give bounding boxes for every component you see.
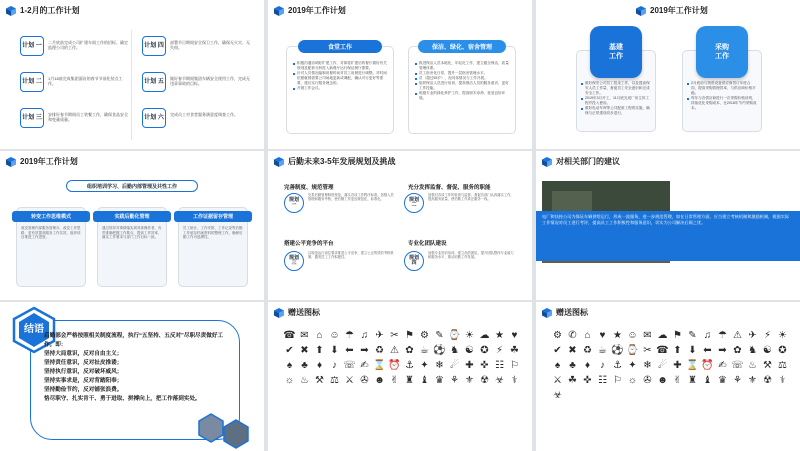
gift-icon: ✎ — [435, 330, 444, 341]
gift-icon: ⌛ — [373, 360, 386, 371]
gift-icon: ⬅ — [703, 345, 712, 356]
gift-icon: ✇ — [643, 375, 652, 386]
gift-icon: ♜ — [688, 375, 697, 386]
gift-icon: ☻ — [374, 375, 385, 386]
gift-icon: ♠ — [286, 360, 293, 371]
plan-heading-3: 搭建公平竞争的平台 — [284, 241, 334, 247]
gift-icon: ✚ — [465, 360, 474, 371]
gift-icon: ⚕ — [779, 375, 786, 386]
slide-title: 2019年工作计划 — [20, 157, 78, 166]
gift-icon: ⚓ — [613, 360, 622, 371]
plan-text-4: 部署节日期间安全保卫工作，确保无火灾、无失窃。 — [170, 40, 250, 50]
gift-icon: ☘ — [568, 375, 577, 386]
bullet: 针对人员情况编制用餐时间对员工用餐进行调整。对时间依照就餐需要公司场地更新或调配，确认可行更好等需要，建议实行服务理念的。 — [293, 71, 387, 86]
gift-icon: ♦ — [316, 360, 323, 371]
plan-text-2: 加强对各项工作的检查与监督，督促各部门认真落实工作，提高服务质量，使后勤工作真正服务一线。 — [428, 193, 514, 202]
slide-header — [274, 156, 396, 167]
gift-icon: ✜ — [480, 360, 489, 371]
cube-icon — [636, 6, 646, 16]
gift-icon: ♜ — [405, 375, 414, 386]
plan-heading-2: 充分发挥监督、督促、服务的职能 — [408, 185, 491, 191]
slide-header — [6, 5, 80, 16]
training-banner: 组织培训学习、后勤内部管理及共性工作 — [66, 180, 198, 192]
gift-icon: ➡ — [718, 345, 727, 356]
slide-title: 2019年工作计划 — [288, 6, 346, 15]
plan-heading-4: 专业化团队建设 — [408, 241, 447, 247]
gift-icon: ☀ — [465, 330, 474, 341]
bullet: 2019年3月开工，11月底完成厂房主体工程并投入使用。 — [581, 96, 651, 106]
plan-card-6: 计划 六 — [142, 108, 166, 128]
conclusion-line: 坚持执行意识，反对破坏威风； — [44, 369, 123, 375]
hexagon-photos-icon — [196, 412, 256, 450]
gift-icon: ⚔ — [553, 375, 562, 386]
gift-icon: ⚠ — [390, 345, 399, 356]
gift-icon: ☷ — [495, 360, 504, 371]
gift-icon: ☄ — [658, 360, 667, 371]
plan-heading-1: 完善制度、规范管理 — [284, 185, 334, 191]
cube-icon — [274, 157, 284, 167]
conclusion-line: 坚持责任意识，反对扯皮推诿； — [44, 360, 123, 366]
conclusion-badge: 结语 — [24, 324, 44, 335]
gift-icon: ♨ — [300, 375, 309, 386]
gift-icon: ✎ — [688, 330, 697, 341]
icon-grid — [550, 328, 790, 403]
slide-title: 1-2月的工作计划 — [20, 6, 80, 15]
gift-icon: ♞ — [748, 345, 757, 356]
gift-icon: ★ — [613, 330, 622, 341]
gift-icon: ⬇ — [688, 345, 697, 356]
gift-icon: ⚙ — [553, 330, 562, 341]
gift-icon: ✂ — [390, 330, 399, 341]
gift-icon: ⬅ — [345, 345, 354, 356]
slide-2[interactable] — [268, 0, 532, 149]
gift-icon: ☺ — [627, 330, 638, 341]
cube-icon — [274, 6, 284, 16]
gift-icon: ☼ — [284, 375, 295, 386]
gift-icon: ✍ — [718, 360, 727, 371]
right-panel — [408, 46, 516, 134]
gift-icon: ☁ — [657, 330, 668, 341]
plan-text-4: 加强专业知识培训，建立高效团队，提升团队整体专业能力和服务水平，推动后勤工作发展。 — [428, 251, 514, 260]
slide-3[interactable] — [536, 0, 800, 149]
gift-icon: ☢ — [763, 375, 772, 386]
slide-header — [274, 5, 346, 16]
gift-icon: ⚙ — [420, 330, 429, 341]
bullet: 班级专业的绿化养护工作，提高树木寿命、营造良好环境。 — [415, 91, 509, 101]
slide-4[interactable] — [0, 151, 264, 300]
gift-icon: ⌛ — [686, 360, 699, 371]
conclusion-line: 后勤部会严格按照相关制度流程，执行“五坚持、五反对”尽职尽责做好工作。即： — [44, 333, 224, 348]
plan-card-3: 计划 三 — [20, 108, 44, 128]
gift-icon: ❄ — [643, 360, 652, 371]
gift-icon: ⚔ — [345, 375, 354, 386]
gift-icon: ✖ — [300, 345, 309, 356]
gift-icon: ♪ — [600, 360, 605, 371]
gift-icon: ☷ — [598, 375, 607, 386]
slide-header — [6, 156, 78, 167]
gift-icon: ☏ — [343, 360, 356, 371]
plan-text-3: 以规范运行岗位要求推进公平竞争，建立公正的绩效考核机制，激发员工工作积极性。 — [308, 251, 394, 260]
gift-icon: ♦ — [584, 360, 591, 371]
slide-9[interactable] — [536, 302, 800, 451]
gift-icon: ♻ — [583, 345, 592, 356]
slide-header — [542, 307, 588, 318]
gift-icon: ☁ — [479, 330, 490, 341]
gift-icon: ☯ — [465, 345, 474, 356]
slide-1[interactable] — [0, 0, 264, 149]
gift-icon: ✈ — [748, 330, 757, 341]
gift-icon: ☯ — [763, 345, 772, 356]
gift-icon: ⬆ — [673, 345, 682, 356]
cube-icon — [6, 6, 16, 16]
gift-icon: ⚑ — [405, 330, 414, 341]
bullet: 开展工作会议。 — [293, 86, 387, 91]
gift-icon: ⚐ — [510, 360, 519, 371]
gift-icon: ⚽ — [611, 345, 624, 356]
gift-icon: ⚽ — [433, 345, 446, 356]
gift-icon: ⚘ — [733, 375, 742, 386]
gift-icon: ♫ — [703, 330, 712, 341]
plan-circle-3: 规划 三 — [284, 251, 304, 271]
column-text-1: 改变管理内部服务管理办，改变工作思路，更有效提高服务工作实效，组织项目推进工作进度。 — [21, 226, 81, 240]
gift-icon: ☀ — [778, 330, 787, 341]
slide-header — [542, 156, 620, 167]
cube-icon — [6, 157, 16, 167]
gift-icon: ✌ — [390, 375, 399, 386]
purchase-card: 采购 工作 — [696, 26, 748, 78]
gift-icon: ☘ — [510, 345, 519, 356]
gift-icon: ♠ — [554, 360, 561, 371]
gift-icon: ✆ — [568, 330, 577, 341]
gift-icon: ✿ — [733, 345, 742, 356]
bullet: 推进保洁人员本地化，年轻化工作，建立健全保洁，质量管理体系。 — [415, 61, 509, 71]
gift-icon: ✔ — [285, 345, 294, 356]
gift-icon: ☂ — [718, 330, 727, 341]
advice-text: 电厂和扶持公司为保证车辆供给运行，形成一流服务，进一步规范管理，如在日常管理方面，应当建立考核机制和激励机制，根据实际工作情况对员工进行考评，提高员工工作积极性和服务意识，切实为公司解决后顾之忧。 — [542, 214, 790, 225]
gift-icon: ♝ — [703, 375, 712, 386]
gift-icon: ✇ — [360, 375, 369, 386]
column-text-2: 通过领导对事情落实到具体操作者，负责准确把握工作要点，提高工作效率，落实工作要求与部门工作目标一致。 — [102, 226, 162, 240]
gift-icon: ⚜ — [465, 375, 474, 386]
plan-card-1: 计划 一 — [20, 36, 44, 56]
left-panel — [286, 46, 394, 134]
slide-header — [636, 5, 708, 16]
gift-icon: ⚒ — [763, 360, 772, 371]
cleaning-pill: 保洁、绿化、宿舍管理 — [418, 40, 506, 53]
gift-icon: ☎ — [283, 330, 296, 341]
canteen-pill: 食堂工作 — [298, 40, 382, 53]
plan-circle-1: 规划 一 — [284, 193, 304, 213]
gift-icon: ✚ — [673, 360, 682, 371]
plan-text-2: 1月18前完成集团面访的春节节前化装点工作。 — [48, 76, 123, 86]
gift-icon: ⚘ — [450, 375, 459, 386]
cube-icon — [274, 308, 284, 318]
conclusion-line: 坚持大局意识，反对自由主义； — [44, 351, 123, 357]
gift-icon: ⌚ — [448, 330, 461, 341]
slide-title: 赠送图标 — [556, 308, 588, 317]
gift-icon: ✦ — [628, 360, 637, 371]
gift-icon: ⏰ — [701, 360, 714, 371]
gift-icon: ❄ — [435, 360, 444, 371]
slide-title: 2019年工作计划 — [650, 6, 708, 15]
gift-icon: ♥ — [599, 330, 606, 341]
gift-icon: ☄ — [450, 360, 459, 371]
gift-icon: ♻ — [375, 345, 384, 356]
gift-icon: ☏ — [731, 360, 744, 371]
conclusion-line: 坚持勤俭节约，反对铺张浪费。 — [44, 387, 123, 393]
plan-text-6: 完成员工对食堂服务满意度调查工作。 — [170, 112, 238, 117]
gift-icon: ☣ — [553, 390, 562, 401]
gift-icon: ✉ — [300, 330, 309, 341]
gift-icon: ⚒ — [315, 375, 324, 386]
icon-grid — [282, 328, 522, 388]
plan-card-5: 计划 五 — [142, 72, 166, 92]
plan-card-2: 计划 二 — [20, 72, 44, 92]
gift-icon: ⚖ — [330, 375, 339, 386]
slide-header — [274, 307, 320, 318]
gift-icon: ♛ — [435, 375, 444, 386]
gift-icon: ✈ — [375, 330, 384, 341]
gift-icon: ✔ — [553, 345, 562, 356]
gift-icon: ⌂ — [584, 330, 591, 341]
plan-text-5: 做好春节期间集团车辆安全使用工作，完成无违章事故的目标。 — [170, 76, 250, 86]
gift-icon: ⚑ — [673, 330, 682, 341]
bullet: 员（超过55岁），视具体情况与工作开展。 — [415, 76, 509, 81]
gift-icon: ♨ — [748, 360, 757, 371]
column-label-2: 实践后勤化管理 — [93, 211, 171, 222]
plan-text-3: 安排好春节期间员工装餐工作，确保食品安全和变量质量。 — [48, 112, 128, 122]
slide-6[interactable] — [536, 151, 800, 300]
cube-icon — [542, 157, 552, 167]
gift-icon: ☣ — [495, 375, 504, 386]
gift-icon: ⏰ — [388, 360, 401, 371]
gift-icon: ✌ — [673, 375, 682, 386]
gift-icon: ♞ — [450, 345, 459, 356]
gift-icon: ✪ — [480, 345, 489, 356]
divider — [131, 30, 132, 140]
gift-icon: ⚕ — [511, 375, 518, 386]
gift-icon: ✍ — [360, 360, 369, 371]
gift-icon: ⚐ — [613, 375, 622, 386]
gift-icon: ☻ — [657, 375, 668, 386]
gift-icon: ⬇ — [330, 345, 339, 356]
gift-icon: ⚜ — [748, 375, 757, 386]
column-text-3: 员工统计、工作安排、工作记录等后勤工作留存档案资料的整理工作，确保后勤工作可追溯性。 — [183, 226, 243, 240]
gift-icon: ♪ — [332, 360, 337, 371]
plan-card-4: 计划 四 — [142, 36, 166, 56]
plan-circle-2: 规划 二 — [404, 193, 424, 213]
gift-icon: ♣ — [569, 360, 576, 371]
gift-icon: ✦ — [420, 360, 429, 371]
slide-title: 对相关部门的建议 — [556, 157, 620, 166]
conclusion-line: 坚持实事求是，反对背踏阳奉； — [44, 378, 123, 384]
gift-icon: ♝ — [420, 375, 429, 386]
advice-band — [536, 211, 800, 261]
infra-card: 基建 工作 — [590, 26, 642, 78]
gift-icon: ✉ — [643, 330, 652, 341]
gift-icon: ⚓ — [405, 360, 414, 371]
gift-icon: ✪ — [778, 345, 787, 356]
gift-icon: ⚖ — [778, 360, 787, 371]
gift-icon: ✜ — [583, 375, 592, 386]
gift-icon: ⚠ — [733, 330, 742, 341]
bullet: 组织保洁人员进行培训，提高保洁人员的服务意识，更好工作技能。 — [415, 81, 509, 91]
gift-icon: ✂ — [643, 345, 652, 356]
gift-icon: ♣ — [301, 360, 308, 371]
gift-icon: ☼ — [627, 375, 638, 386]
column-label-1: 转变工作思维模式 — [12, 211, 90, 222]
bullet: 做好电动车库等公共配套工程的实施，确保与正常建设同步进行。 — [581, 106, 651, 116]
gift-icon: ⚡ — [495, 345, 504, 356]
plan-text-1: 二月底前完成公司扩建车间工作的招标、确定监理公司的工作。 — [48, 40, 128, 50]
gift-icon: ➡ — [360, 345, 369, 356]
gift-icon: ☕ — [420, 345, 429, 356]
slide-8[interactable] — [268, 302, 532, 451]
cube-icon — [542, 308, 552, 318]
bullet: 员工宿舍化日常，提升一层宿舍管理水平。 — [415, 71, 509, 76]
gift-icon: ⌂ — [316, 330, 323, 341]
bullet: 2月底前与物资设备供应商签订年度合同，提高采购管理效率，与供应商价格平稳。 — [687, 81, 757, 96]
slide-title: 后勤未来3-5年发展规划及挑战 — [288, 157, 396, 166]
gift-icon: ☎ — [656, 345, 669, 356]
column-label-3: 工作证据留存管理 — [174, 211, 252, 222]
conclusion-body — [44, 332, 234, 404]
slide-7[interactable] — [0, 302, 264, 451]
bullet: 积极沟通协调好扩建工作，对即将扩建后的餐厅做好有关规划及配套分析进入新餐厅运行保证餐厅需要。 — [293, 61, 387, 71]
gift-icon: ♫ — [360, 330, 369, 341]
gift-icon: ☂ — [345, 330, 354, 341]
gift-icon: ✖ — [568, 345, 577, 356]
gift-icon: ☕ — [598, 345, 607, 356]
slide-title: 赠送图标 — [288, 308, 320, 317]
gift-icon: ⌚ — [626, 345, 639, 356]
bullet: 做好保安公司员工招录工作，以及提高保安人员工作量，督促员工安全意识和完成安全工作。 — [581, 81, 651, 96]
plan-text-1: 完善后勤管理制度规范，落实各项工作程序标准，加强人员管理和服务考核，使后勤工作更加规范化、标准化。 — [308, 193, 394, 202]
gift-icon: ⬆ — [315, 345, 324, 356]
plan-circle-4: 规划 四 — [404, 251, 424, 271]
slide-5[interactable] — [268, 151, 532, 300]
conclusion-line: 恪尽职守、扎实肯干、勇于进取、拼搏向上，把工作落到实处。 — [44, 396, 201, 402]
gift-icon: ✿ — [405, 345, 414, 356]
gift-icon: ♥ — [511, 330, 518, 341]
gift-icon: ♛ — [718, 375, 727, 386]
gift-icon: ⚡ — [763, 330, 772, 341]
gift-icon: ☺ — [329, 330, 340, 341]
gift-icon: ★ — [495, 330, 504, 341]
gift-icon: ☢ — [480, 375, 489, 386]
bullet: 每年与各供应商进行一次采购价格谈判，持续优化采购成本，比2018年节约采购成本。 — [687, 96, 757, 111]
